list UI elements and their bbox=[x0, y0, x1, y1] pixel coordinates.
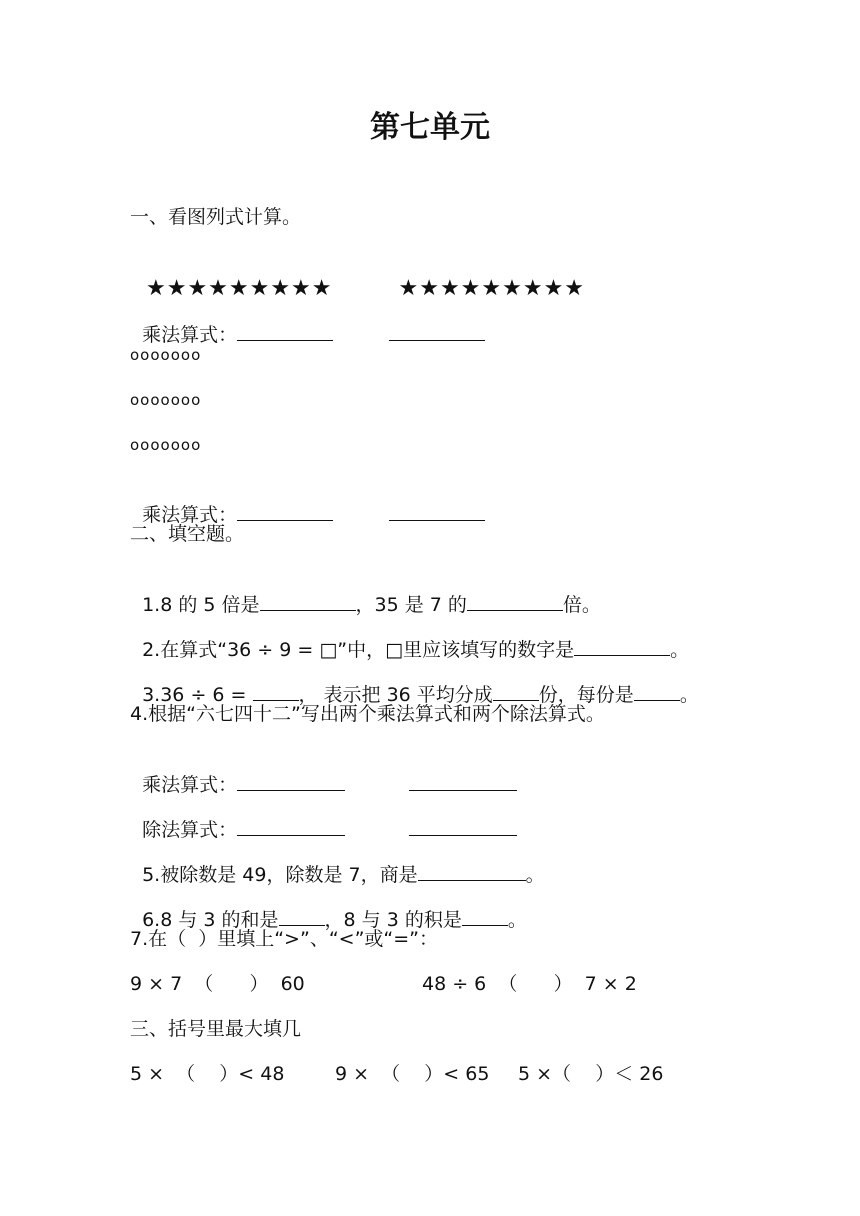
mult-label: 乘法算式： bbox=[142, 774, 238, 796]
q5-text-b: 。 bbox=[525, 864, 545, 886]
answer-blank[interactable] bbox=[462, 907, 508, 926]
max-fill-item-2: 9 × （ ）< 65 bbox=[335, 1063, 490, 1085]
q3-text-d: 。 bbox=[679, 684, 699, 706]
multiplication-line-1 bbox=[130, 296, 485, 348]
page-title: 第七单元 bbox=[370, 110, 490, 145]
mult-label: 乘法算式： bbox=[142, 504, 238, 526]
q6-text-a: 6.8 与 3 的和是 bbox=[142, 909, 279, 931]
circle-row-2: ooooooo bbox=[130, 391, 202, 409]
answer-blank[interactable] bbox=[389, 322, 485, 341]
answer-blank[interactable] bbox=[237, 772, 345, 791]
max-fill-item-1: 5 × （ ）< 48 bbox=[130, 1063, 285, 1085]
q1-text-c: 倍。 bbox=[562, 594, 601, 616]
section-3-heading: 三、括号里最大填几 bbox=[130, 1018, 302, 1040]
q3-text-a: 3.36 ÷ 6 = bbox=[142, 684, 253, 706]
answer-blank[interactable] bbox=[279, 907, 325, 926]
question-7-compare-right: 48 ÷ 6 （ ） 7 × 2 bbox=[422, 973, 637, 995]
answer-blank[interactable] bbox=[237, 322, 333, 341]
star-group-a: ★★★★★★★★★ bbox=[146, 276, 333, 301]
circle-row-1: ooooooo bbox=[130, 346, 202, 364]
answer-blank[interactable] bbox=[493, 682, 539, 701]
answer-blank[interactable] bbox=[253, 682, 299, 701]
answer-blank[interactable] bbox=[634, 682, 680, 701]
answer-blank[interactable] bbox=[418, 862, 526, 881]
q2-text-b: 。 bbox=[670, 639, 690, 661]
star-row bbox=[130, 250, 585, 302]
circle-row-3: ooooooo bbox=[130, 436, 202, 454]
answer-blank[interactable] bbox=[574, 637, 670, 656]
max-fill-item-3: 5 ×（ ）＜ 26 bbox=[518, 1063, 664, 1085]
section-2-heading: 二、填空题。 bbox=[130, 523, 245, 545]
question-4: 4.根据“六七四十二”写出两个乘法算式和两个除法算式。 bbox=[130, 703, 605, 725]
q1-text-b: ，35 是 7 的 bbox=[355, 594, 467, 616]
answer-blank[interactable] bbox=[389, 502, 485, 521]
answer-blank[interactable] bbox=[409, 817, 517, 836]
answer-blank[interactable] bbox=[467, 592, 563, 611]
answer-blank[interactable] bbox=[237, 817, 345, 836]
answer-blank[interactable] bbox=[237, 502, 333, 521]
question-7-compare-left: 9 × 7 （ ） 60 bbox=[130, 973, 305, 995]
div-label: 除法算式： bbox=[142, 819, 238, 841]
q5-text-a: 5.被除数是 49，除数是 7，商是 bbox=[142, 864, 418, 886]
answer-blank[interactable] bbox=[260, 592, 356, 611]
q1-text-a: 1.8 的 5 倍是 bbox=[142, 594, 260, 616]
answer-blank[interactable] bbox=[409, 772, 517, 791]
star-group-b: ★★★★★★★★★ bbox=[398, 276, 586, 301]
q2-text-a: 2.在算式“36 ÷ 9 = □”中，□里应该填写的数字是 bbox=[142, 639, 575, 661]
section-1-heading: 一、看图列式计算。 bbox=[130, 206, 302, 228]
q3-text-c: 份，每份是 bbox=[538, 684, 634, 706]
question-7: 7.在（ ）里填上“>”、“<”或“=”： bbox=[130, 928, 439, 950]
q3-text-b: ， 表示把 36 平均分成 bbox=[298, 684, 493, 706]
q6-text-c: 。 bbox=[507, 909, 527, 931]
mult-label: 乘法算式： bbox=[142, 324, 238, 346]
q6-text-b: ，8 与 3 的积是 bbox=[324, 909, 462, 931]
